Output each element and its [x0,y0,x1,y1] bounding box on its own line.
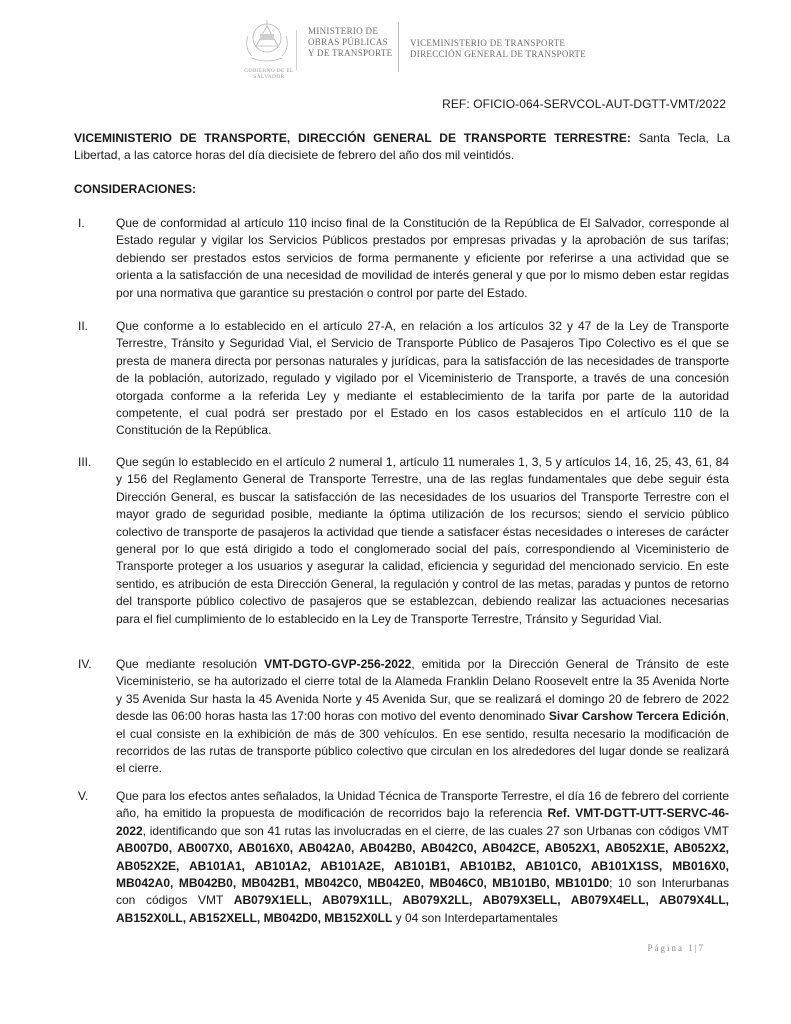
item-text: , identificando que son 41 rutas las involucradas en el cierre, de las cuales 27 son Urbanas con códigos VMT [142,823,729,838]
document-reference: REF: OFICIO-064-SERVCOL-AUT-DGTT-VMT/2022 [442,97,726,111]
consideration-item [78,656,730,778]
proposal-reference: Ref. VMT-DGTT-UTT-SERVC-46-2022 [116,806,729,838]
divider [398,22,399,72]
considerations-heading: CONSIDERACIONES: [74,182,197,196]
item-text: y 04 son Interdepartamentales [392,910,558,925]
page-number: Página 1|7 [647,943,705,953]
intro-authority: VICEMINISTERIO DE TRANSPORTE, DIRECCIÓN GENERAL DE TRANSPORTE TERRESTRE: [74,131,631,145]
item-text: Que mediante resolución [116,657,265,671]
item-number: V. [78,789,89,803]
item-text: ; 10 son Interurbanas con códigos VMT [116,876,729,908]
coat-of-arms-icon [238,18,296,74]
item-text: Que para los efectos antes señalados, la Unidad Técnica de Transporte Terrestre, el día 16 de febrero del corriente año, ha emitido la propuesta de modificación de recorridos bajo la referencia [116,789,729,821]
interurban-route-codes: AB079X1ELL, AB079X1LL, AB079X2LL, AB079X3ELL, AB079X4ELL, AB079X4LL, AB152X0LL, AB152XELL, MB042D0, MB152X0LL [116,893,730,925]
vice-ministry-name [410,38,586,60]
item-text: Que conforme a lo establecido en el artículo 27-A, en relación a los artículos 32 y 47 de la Ley de Transporte Terrestre, Tránsito y Seguridad Vial, el Servicio de Transporte Público de Pasajeros Tipo Colectivo es el que se presta de manera directa por personas naturales y jurídicas, para la satisfacción de las necesidades de transporte de la población, autorizado, regulado y vigilado por el Viceministerio de Transporte, a través de una concesión otorgada conforme a la referida Ley y mediante el establecimiento de la tarifa por parte de la autoridad competente, el cual podrá ser prestado por el Estado en los casos establecidos en el artículo 110 de la Constitución de la República. [116,319,729,438]
item-number: II. [78,319,89,333]
item-text: Que según lo establecido en el artículo 2 numeral 1, artículo 11 numerales 1, 3, 5 y artículos 14, 16, 25, 43, 61, 84 y 156 del Reglamento General de Transporte Terrestre, una de las reglas fundamentales que debe seguir ésta Dirección General, es buscar la satisfacción de las necesidades de los usuarios del Transporte Terrestre con el mayor grado de seguridad posible, mediante la óptima utilización de los recursos; siendo el servicio público colectivo de transporte de pasajeros la actividad que tiende a satisfacer éstas necesidades o intereses de carácter general por lo que está dirigido a todo el conglomerado social del país, correspondiendo al Viceministerio de Transporte proteger a los usuarios y asegurar la calidad, eficiencia y seguridad del mencionado servicio. En este sentido, es atribución de esta Dirección General, la regulación y control de las metas, paradas y puntos de retorno del transporte público colectivo de pasajeros que se establezcan, debiendo realizar las actuaciones necesarias para el fiel cumplimiento de lo establecido en la Ley de Transporte Terrestre, Tránsito y Seguridad Vial. [116,455,729,626]
consideration-item [78,318,729,440]
vice-line: DIRECCIÓN GENERAL DE TRANSPORTE [410,49,587,59]
item-text: , el cual consiste en la exhibición de más de 300 vehículos. En ese sentido, resulta necesario la modificación de recorridos de las rutas de transporte público colectivo que circulan en los alrededores del lugar donde se realizará el cierre. [116,709,729,776]
event-name: Sivar Carshow Tercera Edición [548,709,726,724]
item-text: , emitida por la Dirección General de Tránsito de este Viceministerio, se ha autorizado el cierre total de la Alameda Franklin Delano Roosevelt entre la 35 Avenida Norte y 35 Avenida Sur hasta la 45 Avenida Norte y 45 Avenida Sur, que se realizará el domingo 20 de febrero de 2022 desde las 06:00 horas hasta las 17:00 horas con motivo del evento denominado [116,657,730,724]
ministry-line: Y DE TRANSPORTE [308,48,393,58]
intro-text: Santa Tecla, La Libertad, a las catorce horas del día diecisiete de febrero del año dos mil veintidós. [74,131,730,162]
divider [296,30,297,70]
urban-route-codes: AB007D0, AB007X0, AB016X0, AB042A0, AB042B0, AB042C0, AB042CE, AB052X1, AB052X1E, AB052X2, AB052X2E, AB101A1, AB101A2, AB101A2E, AB101B1, AB101B2, AB101C0, AB101X1SS, MB016X0, MB042A0, MB042B0, MB042B1, MB042C0, MB042E0, MB046C0, MB101B0, MB101D0 [116,841,729,891]
ministry-line: MINISTERIO DE [308,26,379,36]
ministry-name [308,26,392,59]
consideration-item [78,454,729,628]
item-number: IV. [78,657,92,671]
letterhead [238,16,638,80]
resolution-code: VMT-DGTO-GVP-256-2022 [264,657,412,671]
seal-caption: GOBIERNO DE EL SALVADOR [244,68,294,80]
ministry-line: OBRAS PÚBLICAS [308,37,388,47]
item-number: III. [78,455,92,469]
intro-paragraph [74,130,730,164]
item-text: Que de conformidad al artículo 110 inciso final de la Constitución de la República de El Salvador, corresponde al Estado regular y vigilar los Servicios Públicos prestados por empresas privadas y la aprobación de sus tarifas; debiendo ser prestados estos servicios de forma permanente y eficiente por referirse a una actividad que se orienta a la satisfacción de una necesidad de movilidad de interés general y que por lo mismo deben estar regidas por una normativa que garantice su prestación o control por parte del Estado. [116,216,729,300]
item-number: I. [78,216,85,230]
consideration-item [78,788,730,927]
consideration-item [78,215,729,302]
vice-line: VICEMINISTERIO DE TRANSPORTE [410,38,566,48]
